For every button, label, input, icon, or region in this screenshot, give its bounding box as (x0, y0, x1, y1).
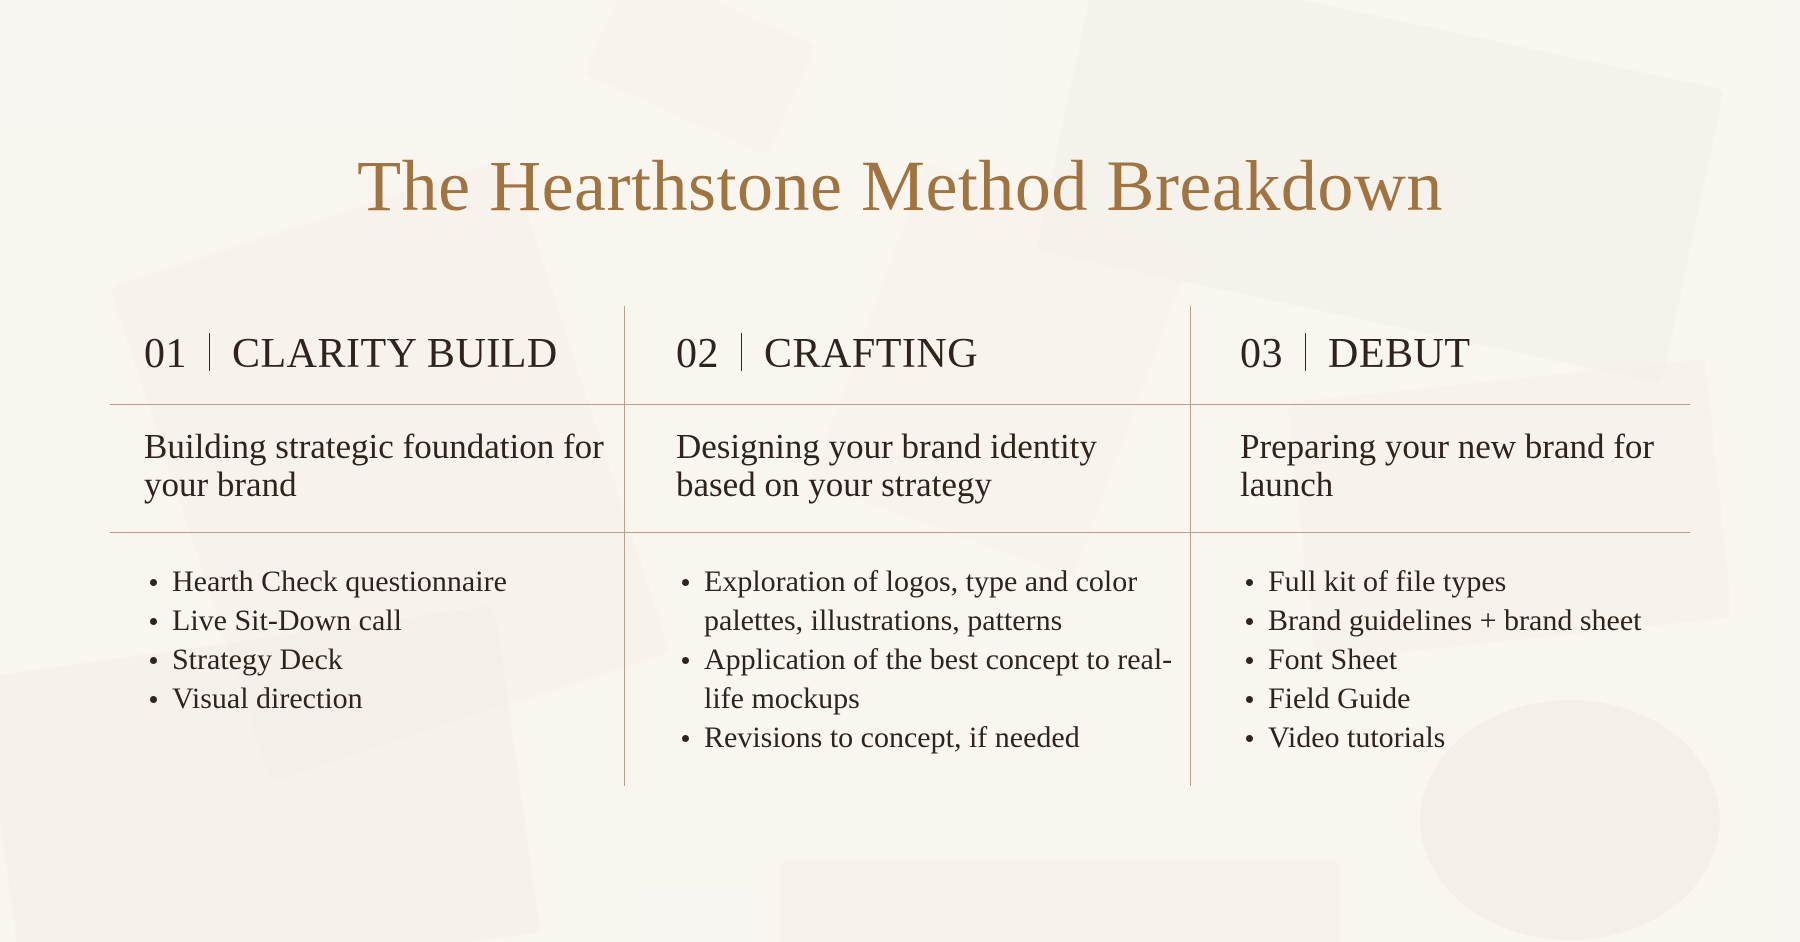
page-title: The Hearthstone Method Breakdown (357, 146, 1443, 226)
column-divider (1190, 306, 1191, 786)
column-description: Preparing your new brand for launch (1240, 427, 1655, 504)
column-heading (676, 322, 978, 386)
column-description: Building strategic foundation for your brand (144, 427, 604, 504)
column-divider (624, 306, 625, 786)
list-item: Visual direction (172, 679, 507, 718)
step-name: CLARITY BUILD (232, 331, 558, 377)
column-crafting (676, 306, 1176, 786)
step-name: DEBUT (1328, 331, 1471, 377)
list-item: Field Guide (1268, 679, 1642, 718)
deliverables-list (676, 562, 1176, 757)
heading-separator (741, 333, 742, 371)
list-item: Exploration of logos, type and color palettes, illustrations, patterns (704, 562, 1176, 640)
column-heading (144, 322, 558, 386)
heading-separator (209, 333, 210, 371)
list-item: Video tutorials (1268, 718, 1642, 757)
deliverables-list (144, 562, 507, 718)
column-clarity-build (144, 306, 604, 786)
list-item: Revisions to concept, if needed (704, 718, 1176, 757)
step-number: 03 (1240, 331, 1283, 377)
step-number: 01 (144, 331, 187, 377)
list-item: Live Sit-Down call (172, 601, 507, 640)
list-item: Font Sheet (1268, 640, 1642, 679)
step-name: CRAFTING (764, 331, 979, 377)
list-item: Brand guidelines + brand sheet (1268, 601, 1642, 640)
method-table (110, 306, 1690, 786)
heading-separator (1305, 333, 1306, 371)
list-item: Hearth Check questionnaire (172, 562, 507, 601)
column-heading (1240, 322, 1471, 386)
list-item: Application of the best concept to real-life mockups (704, 640, 1176, 718)
column-debut (1240, 306, 1680, 786)
column-description: Designing your brand identity based on your strategy (676, 427, 1097, 504)
list-item: Full kit of file types (1268, 562, 1642, 601)
step-number: 02 (676, 331, 719, 377)
deliverables-list (1240, 562, 1642, 757)
list-item: Strategy Deck (172, 640, 507, 679)
